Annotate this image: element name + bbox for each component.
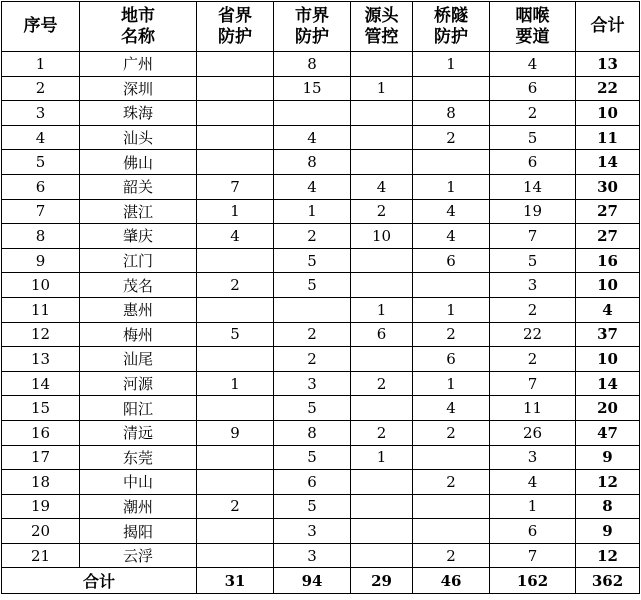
- cell-source-control: [351, 519, 413, 544]
- cell-index: 8: [2, 224, 80, 249]
- cell-total: 12: [576, 543, 640, 568]
- cell-provincial-border: 4: [197, 224, 274, 249]
- cell-total: 16: [576, 248, 640, 273]
- cell-source-control: 4: [351, 174, 413, 199]
- cell-provincial-border: [197, 76, 274, 101]
- cell-total: 27: [576, 224, 640, 249]
- header-city-name: 地市 名称: [80, 2, 197, 52]
- cell-provincial-border: 2: [197, 494, 274, 519]
- cell-key-routes: 6: [490, 519, 576, 544]
- cell-city-border: 8: [274, 150, 351, 175]
- footer-key-routes-sum: 162: [490, 568, 576, 594]
- header-key-routes: 咽喉 要道: [490, 2, 576, 52]
- cell-index: 20: [2, 519, 80, 544]
- cell-bridge-tunnel: 1: [413, 174, 490, 199]
- cell-bridge-tunnel: 2: [413, 420, 490, 445]
- cell-city-name: 梅州: [80, 322, 197, 347]
- cell-city-name: 潮州: [80, 494, 197, 519]
- cell-key-routes: 3: [490, 445, 576, 470]
- cell-source-control: 2: [351, 420, 413, 445]
- cell-key-routes: 26: [490, 420, 576, 445]
- cell-total: 10: [576, 101, 640, 126]
- cell-bridge-tunnel: [413, 76, 490, 101]
- cell-city-name: 河源: [80, 371, 197, 396]
- cell-bridge-tunnel: 1: [413, 297, 490, 322]
- cell-city-border: 4: [274, 125, 351, 150]
- cell-index: 3: [2, 101, 80, 126]
- cell-city-name: 珠海: [80, 101, 197, 126]
- cell-bridge-tunnel: 8: [413, 101, 490, 126]
- cell-total: 30: [576, 174, 640, 199]
- cell-city-border: 2: [274, 224, 351, 249]
- cell-bridge-tunnel: 6: [413, 248, 490, 273]
- cell-total: 10: [576, 273, 640, 298]
- cell-city-border: [274, 297, 351, 322]
- cell-total: 20: [576, 396, 640, 421]
- cell-provincial-border: [197, 543, 274, 568]
- cell-city-border: 4: [274, 174, 351, 199]
- table-row: [2, 494, 640, 519]
- cell-source-control: [351, 125, 413, 150]
- cell-index: 2: [2, 76, 80, 101]
- table-row: [2, 76, 640, 101]
- cell-provincial-border: 7: [197, 174, 274, 199]
- cell-index: 17: [2, 445, 80, 470]
- cell-city-name: 江门: [80, 248, 197, 273]
- cell-bridge-tunnel: 2: [413, 470, 490, 495]
- cell-city-name: 深圳: [80, 76, 197, 101]
- cell-city-border: 5: [274, 445, 351, 470]
- cell-city-border: 2: [274, 347, 351, 372]
- cell-index: 6: [2, 174, 80, 199]
- table-row: [2, 347, 640, 372]
- table-row: [2, 396, 640, 421]
- cell-total: 4: [576, 297, 640, 322]
- cell-index: 18: [2, 470, 80, 495]
- cell-key-routes: 14: [490, 174, 576, 199]
- cell-source-control: 2: [351, 199, 413, 224]
- cell-key-routes: 4: [490, 52, 576, 77]
- cell-provincial-border: 5: [197, 322, 274, 347]
- cell-key-routes: 11: [490, 396, 576, 421]
- cell-bridge-tunnel: 2: [413, 543, 490, 568]
- cell-city-border: 5: [274, 273, 351, 298]
- cell-key-routes: 4: [490, 470, 576, 495]
- cell-source-control: [351, 150, 413, 175]
- footer-bridge-tunnel-sum: 46: [413, 568, 490, 594]
- cell-city-border: 5: [274, 396, 351, 421]
- cell-city-border: 5: [274, 248, 351, 273]
- cell-total: 37: [576, 322, 640, 347]
- cell-city-name: 揭阳: [80, 519, 197, 544]
- cell-index: 9: [2, 248, 80, 273]
- header-provincial-border: 省界 防护: [197, 2, 274, 52]
- cell-total: 11: [576, 125, 640, 150]
- cell-index: 19: [2, 494, 80, 519]
- header-city-border: 市界 防护: [274, 2, 351, 52]
- cell-city-border: 1: [274, 199, 351, 224]
- cell-key-routes: 7: [490, 543, 576, 568]
- table-row: [2, 297, 640, 322]
- cell-total: 10: [576, 347, 640, 372]
- cell-city-name: 云浮: [80, 543, 197, 568]
- cell-source-control: [351, 248, 413, 273]
- cell-city-name: 清远: [80, 420, 197, 445]
- cell-key-routes: 2: [490, 297, 576, 322]
- cell-key-routes: 19: [490, 199, 576, 224]
- cell-city-name: 广州: [80, 52, 197, 77]
- cell-city-border: 8: [274, 52, 351, 77]
- table-row: [2, 322, 640, 347]
- table-row: [2, 543, 640, 568]
- cell-provincial-border: [197, 519, 274, 544]
- header-total: 合计: [576, 2, 640, 52]
- cell-index: 15: [2, 396, 80, 421]
- cell-city-border: 2: [274, 322, 351, 347]
- cell-provincial-border: [197, 347, 274, 372]
- table-row: [2, 224, 640, 249]
- cell-provincial-border: [197, 150, 274, 175]
- cell-city-name: 韶关: [80, 174, 197, 199]
- cell-provincial-border: [197, 125, 274, 150]
- cell-city-name: 惠州: [80, 297, 197, 322]
- footer-total-row: [2, 568, 640, 594]
- table-row: [2, 420, 640, 445]
- cell-city-border: 3: [274, 371, 351, 396]
- cell-total: 12: [576, 470, 640, 495]
- cell-provincial-border: 9: [197, 420, 274, 445]
- cell-index: 10: [2, 273, 80, 298]
- cell-key-routes: 7: [490, 224, 576, 249]
- cell-index: 14: [2, 371, 80, 396]
- footer-city-border-sum: 94: [274, 568, 351, 594]
- table-row: [2, 519, 640, 544]
- header-row: [2, 2, 640, 52]
- table-row: [2, 174, 640, 199]
- cell-source-control: 1: [351, 445, 413, 470]
- cell-key-routes: 2: [490, 101, 576, 126]
- cell-key-routes: 7: [490, 371, 576, 396]
- cell-key-routes: 5: [490, 248, 576, 273]
- footer-source-control-sum: 29: [351, 568, 413, 594]
- cell-source-control: [351, 543, 413, 568]
- cell-provincial-border: 1: [197, 371, 274, 396]
- footer-provincial-border-sum: 31: [197, 568, 274, 594]
- cell-source-control: 1: [351, 76, 413, 101]
- table-row: [2, 273, 640, 298]
- cell-city-border: 3: [274, 519, 351, 544]
- table-row: [2, 371, 640, 396]
- city-protection-table: [1, 1, 640, 594]
- cell-total: 9: [576, 519, 640, 544]
- cell-bridge-tunnel: [413, 273, 490, 298]
- cell-total: 14: [576, 150, 640, 175]
- cell-city-border: 3: [274, 543, 351, 568]
- cell-total: 14: [576, 371, 640, 396]
- cell-source-control: [351, 273, 413, 298]
- cell-bridge-tunnel: 2: [413, 125, 490, 150]
- table-row: [2, 445, 640, 470]
- cell-provincial-border: [197, 101, 274, 126]
- cell-bridge-tunnel: 4: [413, 224, 490, 249]
- cell-provincial-border: [197, 470, 274, 495]
- cell-provincial-border: [197, 396, 274, 421]
- cell-provincial-border: 2: [197, 273, 274, 298]
- cell-index: 5: [2, 150, 80, 175]
- cell-bridge-tunnel: 4: [413, 396, 490, 421]
- cell-provincial-border: [197, 52, 274, 77]
- cell-city-name: 阳江: [80, 396, 197, 421]
- cell-city-border: 8: [274, 420, 351, 445]
- cell-city-border: [274, 101, 351, 126]
- cell-key-routes: 6: [490, 150, 576, 175]
- cell-city-name: 佛山: [80, 150, 197, 175]
- table-body: [2, 52, 640, 568]
- cell-key-routes: 2: [490, 347, 576, 372]
- cell-bridge-tunnel: 2: [413, 322, 490, 347]
- cell-city-name: 汕尾: [80, 347, 197, 372]
- cell-index: 16: [2, 420, 80, 445]
- cell-city-name: 汕头: [80, 125, 197, 150]
- cell-bridge-tunnel: 1: [413, 52, 490, 77]
- cell-source-control: [351, 52, 413, 77]
- cell-provincial-border: [197, 297, 274, 322]
- cell-bridge-tunnel: 1: [413, 371, 490, 396]
- cell-total: 9: [576, 445, 640, 470]
- cell-total: 47: [576, 420, 640, 445]
- cell-key-routes: 5: [490, 125, 576, 150]
- table-row: [2, 150, 640, 175]
- cell-bridge-tunnel: [413, 494, 490, 519]
- cell-city-name: 中山: [80, 470, 197, 495]
- cell-bridge-tunnel: 6: [413, 347, 490, 372]
- cell-city-border: 5: [274, 494, 351, 519]
- header-bridge-tunnel: 桥隧 防护: [413, 2, 490, 52]
- cell-city-name: 湛江: [80, 199, 197, 224]
- cell-city-name: 东莞: [80, 445, 197, 470]
- cell-index: 4: [2, 125, 80, 150]
- cell-provincial-border: [197, 445, 274, 470]
- table-row: [2, 470, 640, 495]
- header-source-control: 源头 管控: [351, 2, 413, 52]
- cell-bridge-tunnel: 4: [413, 199, 490, 224]
- cell-provincial-border: [197, 248, 274, 273]
- cell-key-routes: 3: [490, 273, 576, 298]
- footer-label: 合计: [2, 568, 197, 594]
- cell-source-control: 10: [351, 224, 413, 249]
- header-index: 序号: [2, 2, 80, 52]
- table-row: [2, 199, 640, 224]
- cell-city-border: 15: [274, 76, 351, 101]
- cell-source-control: [351, 347, 413, 372]
- cell-source-control: [351, 470, 413, 495]
- cell-key-routes: 1: [490, 494, 576, 519]
- cell-source-control: [351, 494, 413, 519]
- cell-source-control: [351, 101, 413, 126]
- table-row: [2, 248, 640, 273]
- footer-grand-total: 362: [576, 568, 640, 594]
- cell-bridge-tunnel: [413, 519, 490, 544]
- cell-city-name: 茂名: [80, 273, 197, 298]
- cell-source-control: 2: [351, 371, 413, 396]
- cell-provincial-border: 1: [197, 199, 274, 224]
- cell-index: 7: [2, 199, 80, 224]
- cell-source-control: 6: [351, 322, 413, 347]
- table-row: [2, 101, 640, 126]
- table-row: [2, 125, 640, 150]
- cell-source-control: [351, 396, 413, 421]
- cell-total: 22: [576, 76, 640, 101]
- cell-city-name: 肇庆: [80, 224, 197, 249]
- cell-bridge-tunnel: [413, 445, 490, 470]
- cell-index: 11: [2, 297, 80, 322]
- cell-total: 13: [576, 52, 640, 77]
- cell-index: 21: [2, 543, 80, 568]
- cell-city-border: 6: [274, 470, 351, 495]
- cell-index: 12: [2, 322, 80, 347]
- cell-key-routes: 6: [490, 76, 576, 101]
- cell-key-routes: 22: [490, 322, 576, 347]
- cell-index: 1: [2, 52, 80, 77]
- cell-source-control: 1: [351, 297, 413, 322]
- cell-total: 8: [576, 494, 640, 519]
- table-row: [2, 52, 640, 77]
- cell-bridge-tunnel: [413, 150, 490, 175]
- cell-index: 13: [2, 347, 80, 372]
- cell-total: 27: [576, 199, 640, 224]
